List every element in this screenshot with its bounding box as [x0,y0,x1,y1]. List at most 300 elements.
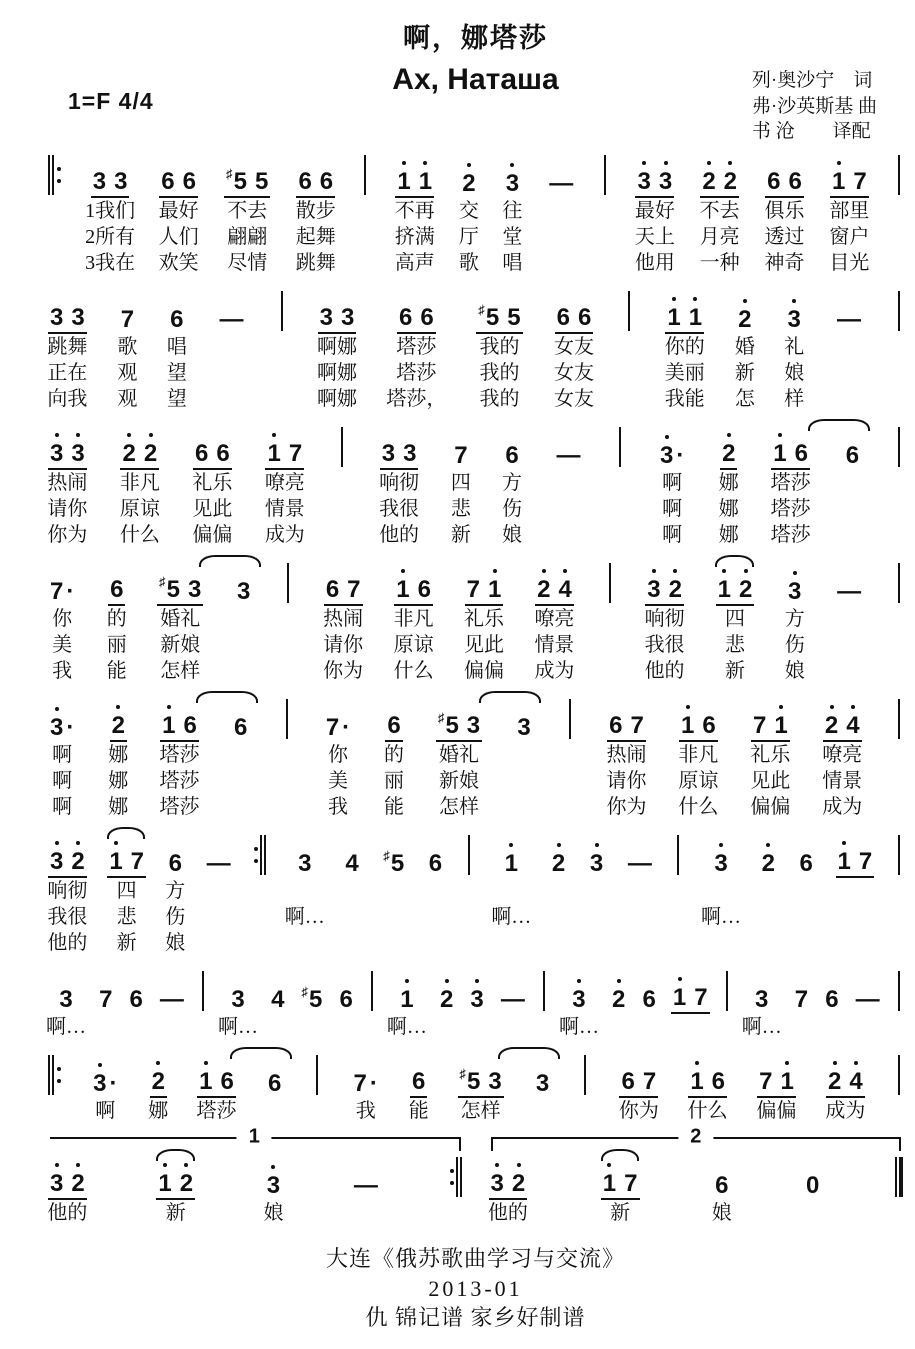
note-group [91,1072,119,1098]
note-digit: 7 [347,576,361,603]
footer-issue-date: 2013-01 [428,1275,523,1301]
notation-row [294,832,315,878]
dash-note: — [500,986,525,1013]
note-group [601,1172,640,1200]
barline-stroke [260,835,262,875]
beat-cell [222,152,272,276]
notation-row [154,1154,197,1200]
beat-cell [285,832,325,956]
note-group [640,988,657,1014]
note-digit: 7 [466,576,481,603]
barline-stroke [604,155,606,195]
note [702,714,715,738]
beat-cell [749,696,792,820]
lyric: 高声 [394,252,435,274]
lyric: 最好 [634,200,675,222]
song-title-chinese: 啊，娜塔莎 [403,23,548,53]
note-digit: 5 [166,576,180,603]
note [99,988,112,1012]
lyric: 我 [355,1100,376,1122]
note [71,442,84,466]
beat-cell [383,696,404,820]
note [255,170,268,194]
lyric: 窗户 [829,226,870,248]
note [144,442,157,466]
dash-note: — [549,170,574,197]
notation-row [497,968,529,1014]
notation-row [501,424,522,470]
notation-row [158,696,201,742]
note [326,716,350,740]
note-digit: 1 [158,1170,172,1197]
barline [316,1053,318,1098]
barline-stroke [456,1157,458,1197]
notation-row [896,1052,902,1098]
notation-row [552,424,584,470]
notation-row [718,424,739,470]
notation-row [755,1052,798,1098]
beat-cell [497,968,529,1040]
notation-row [156,968,188,1014]
note [418,578,431,602]
lyric: 塔莎 [159,770,200,792]
note-digit: 5 [233,168,247,195]
lyric: 新 [610,1202,631,1224]
note-digit: 2 [722,440,736,467]
lyric: 啊… [284,906,325,928]
beat-cell [742,968,782,1040]
beat-cell [463,560,506,684]
notation-row [617,1052,660,1098]
beat-cell [466,968,487,1040]
beat-cell [267,968,288,1040]
note-digit: 6 [420,304,434,331]
note [180,1172,193,1196]
system-part [46,288,905,412]
barline-stroke [52,1055,54,1095]
beat-cell [656,424,688,548]
note-group [489,1172,528,1200]
note-digit: 7 [353,1070,367,1097]
note-digit: 7 [752,712,767,739]
note-group [48,1172,87,1200]
beat-cell [669,968,712,1040]
note [690,1070,703,1094]
notation-row [624,832,656,878]
system-3 [46,424,905,548]
notation-row [724,968,730,1014]
note-digit: 2 [143,440,158,467]
note [825,714,838,738]
note-group [458,1066,504,1098]
lyric: 样 [784,388,805,410]
note-group [193,442,232,470]
lyric: 见此 [192,498,233,520]
note [825,988,838,1012]
slur-arc-icon [230,1047,292,1059]
note-digit: 5 [485,304,500,331]
note-digit: 3 [114,168,128,195]
lyric: 你为 [606,796,647,818]
notation-row [533,560,576,606]
note [50,580,74,604]
lyric: 能 [384,796,405,818]
notation-row [458,152,479,198]
note [558,578,571,602]
lyric: 新 [734,362,755,384]
note-digit: 2 [151,1068,165,1095]
beat-cell [89,1052,121,1124]
note [637,170,650,194]
note [326,578,339,602]
note-digit: 7 [642,1068,657,1095]
note-group [156,1172,195,1200]
note [859,850,872,874]
credits [752,68,877,145]
beat-cell [216,288,248,412]
note-group [107,850,146,878]
dash-note: — [353,1172,378,1199]
beat-cell [608,968,629,1040]
note [694,986,707,1010]
beat-cell [230,696,251,820]
lyric: 娜 [718,472,739,494]
lyric: 什么 [393,660,434,682]
note [347,578,360,602]
lyric: 起舞 [295,226,336,248]
barline-cell [579,1052,591,1124]
notation-row [322,696,354,742]
beat-cell [502,152,523,276]
measure-row [487,1154,906,1226]
lyric: 响彻 [47,880,88,902]
note-digit: 6 [577,304,592,331]
barline-cell [893,968,905,1040]
note [170,308,183,332]
repeat-dots [449,1157,454,1197]
lyric: 新 [450,524,471,546]
lyric: 见此 [464,634,505,656]
beat-cell [158,696,201,820]
lyric: 丽 [384,770,405,792]
note-digit: 5 [309,986,323,1013]
barline-stroke [264,835,266,875]
lyric: 歌 [458,252,479,274]
lyric: 我的 [479,388,520,410]
lyric: 啊… [558,1016,599,1038]
note-digit: 3 [659,442,674,469]
beat-cell [834,832,877,956]
sharp-icon: ♯ [478,302,485,317]
notation-row [474,288,524,334]
note-digit: 1 [688,304,703,331]
note [71,306,84,330]
barline-stroke [898,835,900,875]
lyric: 偏偏 [756,1100,797,1122]
beat-cell [643,560,686,684]
note-group [665,306,704,334]
note-group [150,1070,167,1098]
note-digit: 6 [642,986,656,1013]
notation-row [105,832,148,878]
note-digit: 3 [71,304,85,331]
lyric: 悲 [450,498,471,520]
note [478,302,500,331]
beat-cell [379,832,408,956]
note-digit: 7 [50,578,64,605]
note [488,1070,501,1094]
notation-row [784,560,805,606]
note-digit: 6 [170,306,184,333]
barline-stroke [584,1055,586,1095]
note-group [57,988,74,1014]
lyric: 娘 [165,932,186,954]
note-group [158,988,186,1014]
sharp-icon: ♯ [383,848,390,863]
beat-cell [46,288,89,412]
dash-note: — [855,986,880,1013]
barline [898,561,900,606]
note-digit: 1 [418,168,433,195]
beat-cell [322,696,354,820]
note [788,580,801,604]
beat-cell [263,424,306,548]
beat-cell [784,288,805,412]
system-part [46,424,905,548]
note [673,986,686,1010]
notation-row [734,288,755,334]
lyric: 新 [116,932,137,954]
beat-cell [108,696,129,820]
barline-cell [251,832,268,956]
note-digit: 7 [288,440,303,467]
barline-cell [893,424,905,548]
lyric: 目光 [829,252,870,274]
note [454,444,467,468]
notation-row [267,968,288,1014]
note-digit: 3 [403,440,417,467]
lyric: 神奇 [764,252,805,274]
barline [898,833,900,878]
note [419,170,432,194]
note [231,988,244,1012]
barline [341,425,343,470]
notation-row [749,696,792,742]
barline-stroke [371,971,373,1011]
note-digit: 6 [267,1070,282,1097]
notation-row [833,288,865,334]
note-group [823,988,840,1014]
note-group [324,716,352,742]
note [412,1070,425,1094]
note-group [503,852,520,878]
note-group [550,852,567,878]
notation-row [379,832,408,878]
notation-row [545,152,577,198]
notation-row [392,560,435,606]
notation-row [216,288,248,334]
beat-cell [350,1052,382,1124]
note-group [296,852,313,878]
lyric: 散步 [295,200,336,222]
lyric: 往 [502,200,523,222]
lyric: 礼乐 [750,744,791,766]
note-group [398,988,415,1014]
beat-cell [553,288,596,412]
note [572,988,585,1012]
note-digit: 6 [387,712,401,739]
barline-cell [623,288,635,412]
barline-cell [359,152,371,276]
lyric: 方 [501,472,522,494]
barline-cell [672,832,684,956]
barline-cell [599,152,611,276]
lyric: 新娘 [160,634,201,656]
notation-row [279,288,285,334]
barline-stroke [628,291,630,331]
note-group [318,306,357,334]
barline-stroke [898,155,900,195]
note [320,170,333,194]
lyric: 情景 [264,498,305,520]
note [161,170,174,194]
note-digit: 5 [445,712,459,739]
notation-row [893,1154,905,1200]
note-digit: 7 [630,712,644,739]
note-group [205,852,233,878]
note-digit: 3 [381,440,396,467]
notation-row [335,968,356,1014]
notation-row [710,832,731,878]
note-digit: 6 [398,304,413,331]
barline [569,697,571,742]
note-group [452,444,469,470]
barline [449,1155,462,1200]
note-digit: 3 [340,304,355,331]
notation-row [663,288,706,334]
beat-cell [605,696,648,820]
note-group [751,714,790,742]
note-group [324,578,363,606]
note-group [700,170,739,198]
lyric: 热闹 [47,472,88,494]
note [552,852,565,876]
notation-row [106,560,127,606]
beat-cell [456,1052,506,1124]
notation-row [233,560,254,606]
note-digit: 7 [130,848,145,875]
note [689,306,702,330]
notation-row [434,696,484,742]
sharp-icon: ♯ [437,710,445,725]
note [517,716,530,740]
note-digit: 2 [824,712,839,739]
note-digit: 6 [556,304,570,331]
note-group [835,580,863,606]
note-group [468,988,485,1014]
barline-stroke [569,699,571,739]
beat-cell [434,696,484,820]
note-digit: 2 [439,986,454,1013]
note-digit: 3 [50,848,64,875]
note-group [235,580,252,606]
barline-stroke [202,971,204,1011]
beat-cell [263,1154,284,1226]
note-digit: 7 [759,1068,773,1095]
barline [468,833,470,878]
note [109,850,122,874]
note-digit: 6 [129,986,143,1013]
beat-cell [586,832,607,956]
note-group [607,714,646,742]
lyric: 请你 [323,634,364,656]
barline-cell [336,424,348,548]
beat-cell [378,424,421,548]
lyric: 啊… [741,1016,782,1038]
slur-arc-icon [196,691,258,703]
note [195,442,208,466]
lyric: 不再 [394,200,435,222]
barline [898,425,900,470]
notation-row [751,968,772,1014]
barline-stroke [52,155,54,195]
note-group [757,1070,796,1098]
note-digit: 6 [794,440,808,467]
note [50,850,63,874]
note [714,852,727,876]
note [838,850,851,874]
note [301,984,323,1013]
note-digit: 3 [466,712,481,739]
note-group [120,442,159,470]
lyric: 唱 [502,252,523,274]
lyric: 偏偏 [750,796,791,818]
barline [48,153,61,198]
barline-stroke [543,971,545,1011]
footer [46,1244,905,1333]
note-digit: 6 [182,168,196,195]
beat-cell [46,560,78,684]
repeat-dots [253,835,258,875]
notation-row [314,1052,320,1098]
beat-cell [758,832,779,956]
note-digit: 6 [216,440,230,467]
notation-row [341,832,362,878]
beat-cell [350,1154,382,1226]
note [624,1172,637,1196]
note-group [119,308,136,334]
beat-cell [386,288,446,412]
note-group [588,852,605,878]
note-digit: 1 [504,850,518,877]
notation-row [284,696,290,742]
beat-cell [487,1154,530,1226]
note [667,306,680,330]
lyric: 你的 [664,336,705,358]
note-digit: 3 [59,986,73,1013]
lyric: 啊… [218,1016,259,1038]
lyric: 人们 [158,226,199,248]
note-group [460,172,477,198]
note-digit: 7 [794,986,809,1013]
beat-cell [633,152,676,276]
notation-row [617,424,623,470]
system-2 [46,288,905,412]
slur-arc-icon [808,419,870,431]
note-digit: 2 [738,576,753,603]
note [643,1070,656,1094]
note-digit: 4 [271,986,285,1013]
